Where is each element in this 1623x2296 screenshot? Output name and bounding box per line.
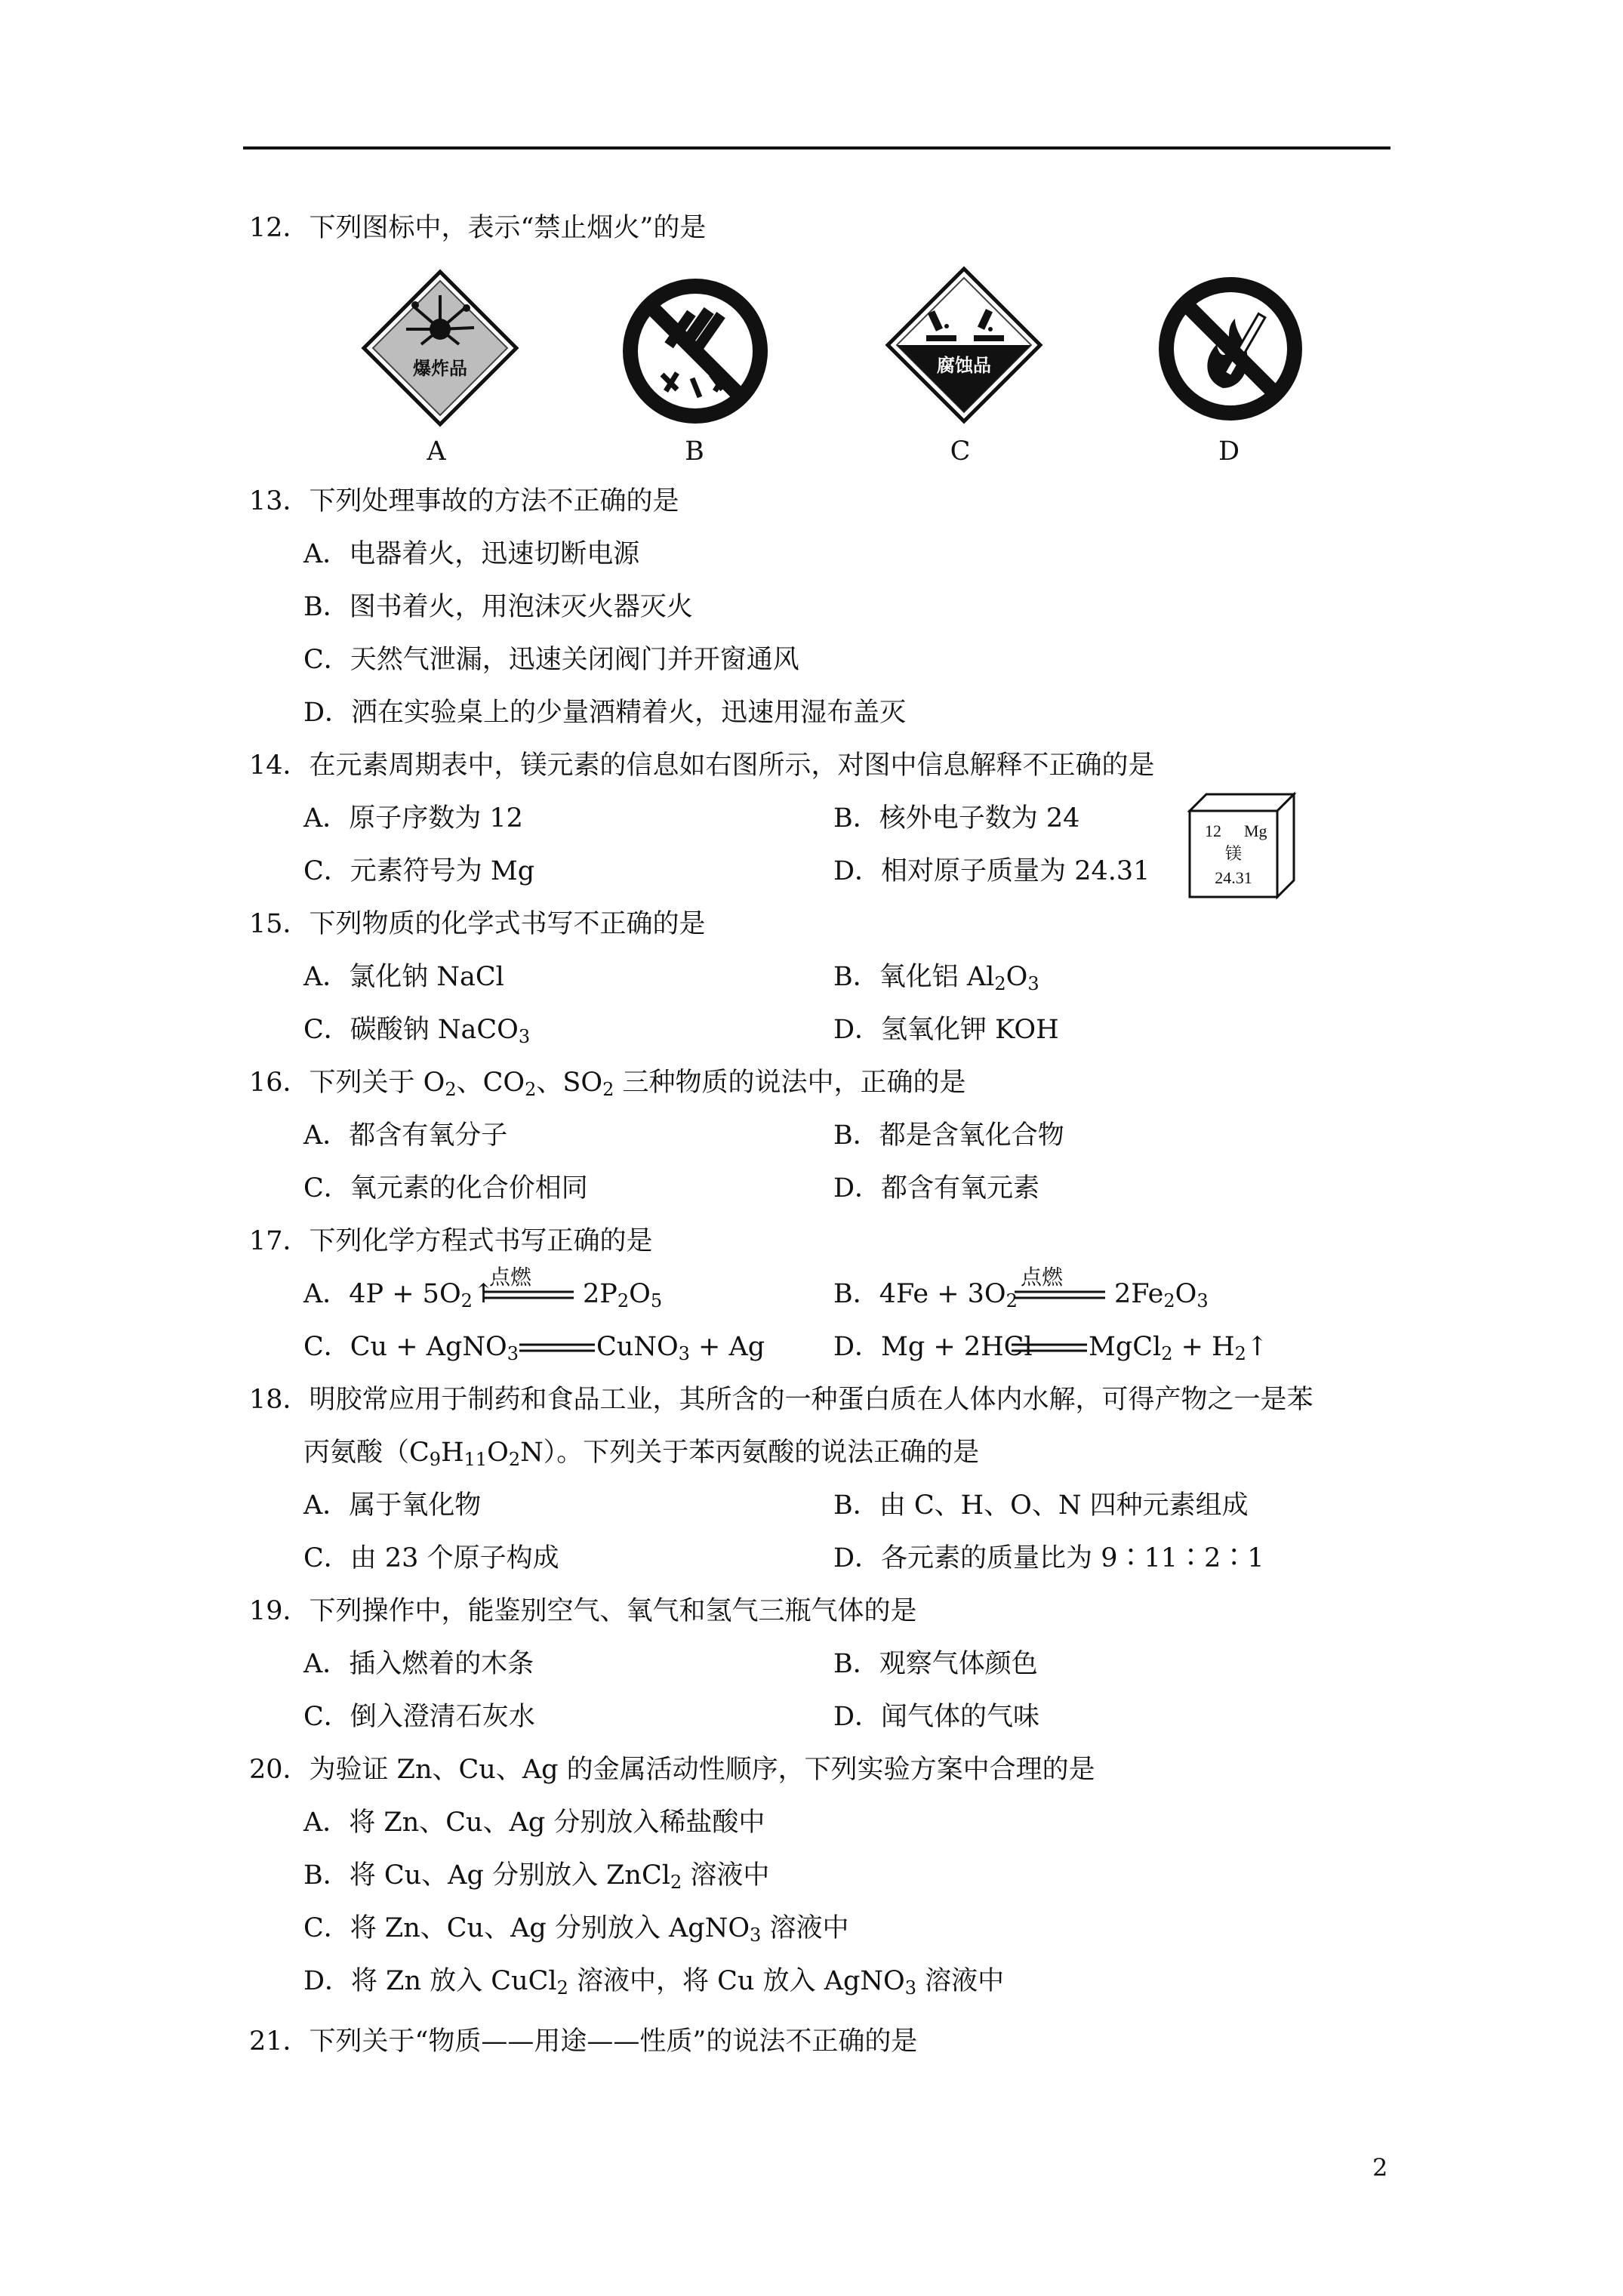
q20-option-d: D．将 Zn 放入 CuCl$_2$ 溶液中，将 Cu 放入 AgNO$_3$ 溶液中 [303,1966,1005,1999]
q17-option-a-left: A．$4P + 5O_2↑$ [303,1279,495,1311]
q14-option-b: B．核外电子数为 24 [833,803,1080,834]
q15-option-a: A．氯化钠 NaCl [303,962,504,992]
q14-option-d: D．相对原子质量为 24.31 [833,856,1150,886]
no-smoking-icon [1156,275,1304,423]
sign-c-label: C [950,436,971,467]
q17-option-a-right: $2P_2O_5$ [583,1279,663,1311]
q15-option-d: D．氢氧化钾 KOH [833,1015,1059,1045]
q19-option-b: B．观察气体颜色 [833,1649,1038,1679]
q13-option-b: B．图书着火，用泡沫灭火器灭火 [303,592,693,622]
q16-option-b: B．都是含氧化合物 [833,1120,1064,1151]
sign-c-caption: 腐蚀品 [937,355,991,376]
q17-stem: 17．下列化学方程式书写正确的是 [249,1226,653,1256]
q20-option-c: C．将 Zn、Cu、Ag 分别放入 AgNO$_3$ 溶液中 [303,1913,849,1946]
q14-option-a: A．原子序数为 12 [303,803,523,834]
q13-option-a: A．电器着火，迅速切断电源 [303,539,640,569]
q15-option-c: C．碳酸钠 NaCO$_3$ [303,1015,531,1047]
q19-stem: 19．下列操作中，能鉴别空气、氧气和氢气三瓶气体的是 [249,1596,917,1626]
q17-option-b-right: $2Fe_2O_3$ [1114,1279,1209,1311]
q17-b-condition: 点燃 [1021,1265,1064,1290]
corrosive-diamond-icon [885,266,1043,424]
q17-a-equals-sign [483,1290,574,1300]
q20-option-a: A．将 Zn、Cu、Ag 分别放入稀盐酸中 [303,1808,765,1838]
q21-stem: 21．下列关于“物质——用途——性质”的说法不正确的是 [249,2026,918,2057]
q13-stem: 13．下列处理事故的方法不正确的是 [249,486,679,516]
q17-b-equals-sign [1015,1290,1105,1300]
q16-option-d: D．都含有氧元素 [833,1173,1040,1203]
cell-symbol: Mg [1244,821,1267,840]
q16-stem: 16．下列关于 $O_2$、$CO_2$、$SO_2$ 三种物质的说法中，正确的是 [249,1068,966,1100]
q12-stem: 12．下列图标中，表示“禁止烟火”的是 [249,213,707,243]
q17-c-equals-sign [519,1342,595,1353]
q18-option-b: B．由 C、H、O、N 四种元素组成 [833,1490,1249,1521]
sign-b-label: B [685,436,704,467]
q15-option-b: B．氧化铝 $Al_2O_3$ [833,962,1039,994]
q13-option-d: D．洒在实验桌上的少量酒精着火，迅速用湿布盖灭 [303,698,907,728]
q15-stem: 15．下列物质的化学式书写不正确的是 [249,909,706,939]
q17-option-d-left: D．Mg + 2HCl [833,1332,1033,1362]
q14-option-c: C．元素符号为 Mg [303,856,535,886]
sign-a-caption: 爆炸品 [413,358,467,379]
q19-option-c: C．倒入澄清石灰水 [303,1702,535,1732]
page-number: 2 [1372,2153,1388,2182]
magnesium-periodic-cell [1185,790,1298,903]
cell-number: 12 [1205,821,1221,840]
no-fireworks-icon [621,276,770,426]
q14-stem: 14．在元素周期表中，镁元素的信息如右图所示，对图中信息解释不正确的是 [249,750,1155,781]
q17-option-b-left: B．$4Fe + 3O_2$ [833,1279,1018,1311]
q18-stem-line2: 丙氨酸$(C_9H_{11}O_2N)$。下列关于苯丙氨酸的说法正确的是 [303,1438,980,1470]
cell-mass: 24.31 [1215,868,1252,887]
q18-option-d: D．各元素的质量比为 9∶11∶2∶1 [833,1543,1264,1573]
q13-option-c: C．天然气泄漏，迅速关闭阀门并开窗通风 [303,645,799,675]
q17-option-d-right: MgCl$_2$ + $H_2↑$ [1089,1332,1269,1364]
q17-option-c-right: CuNO$_3$ + Ag [596,1332,765,1364]
q18-stem-line1: 18．明胶常应用于制药和食品工业，其所含的一种蛋白质在人体内水解，可得产物之一是苯 [249,1385,1313,1415]
q17-option-c-left: C．Cu + AgNO$_3$ [303,1332,519,1364]
cell-name: 镁 [1224,845,1243,864]
header-rule [243,146,1390,149]
sign-a-label: A [427,436,446,467]
sign-d-label: D [1218,436,1240,467]
q20-stem: 20．为验证 Zn、Cu、Ag 的金属活动性顺序，下列实验方案中合理的是 [249,1755,1095,1785]
q20-option-b: B．将 Cu、Ag 分别放入 ZnCl$_2$ 溶液中 [303,1860,770,1893]
q16-option-a: A．都含有氧分子 [303,1120,508,1151]
q18-option-c: C．由 23 个原子构成 [303,1543,559,1573]
explosive-diamond-icon [361,269,519,427]
q19-option-a: A．插入燃着的木条 [303,1649,534,1679]
q18-option-a: A．属于氧化物 [303,1490,482,1521]
q19-option-d: D．闻气体的气味 [833,1702,1040,1732]
q17-a-condition: 点燃 [489,1265,532,1290]
q17-d-equals-sign [1012,1342,1087,1353]
q16-option-c: C．氧元素的化合价相同 [303,1173,588,1203]
